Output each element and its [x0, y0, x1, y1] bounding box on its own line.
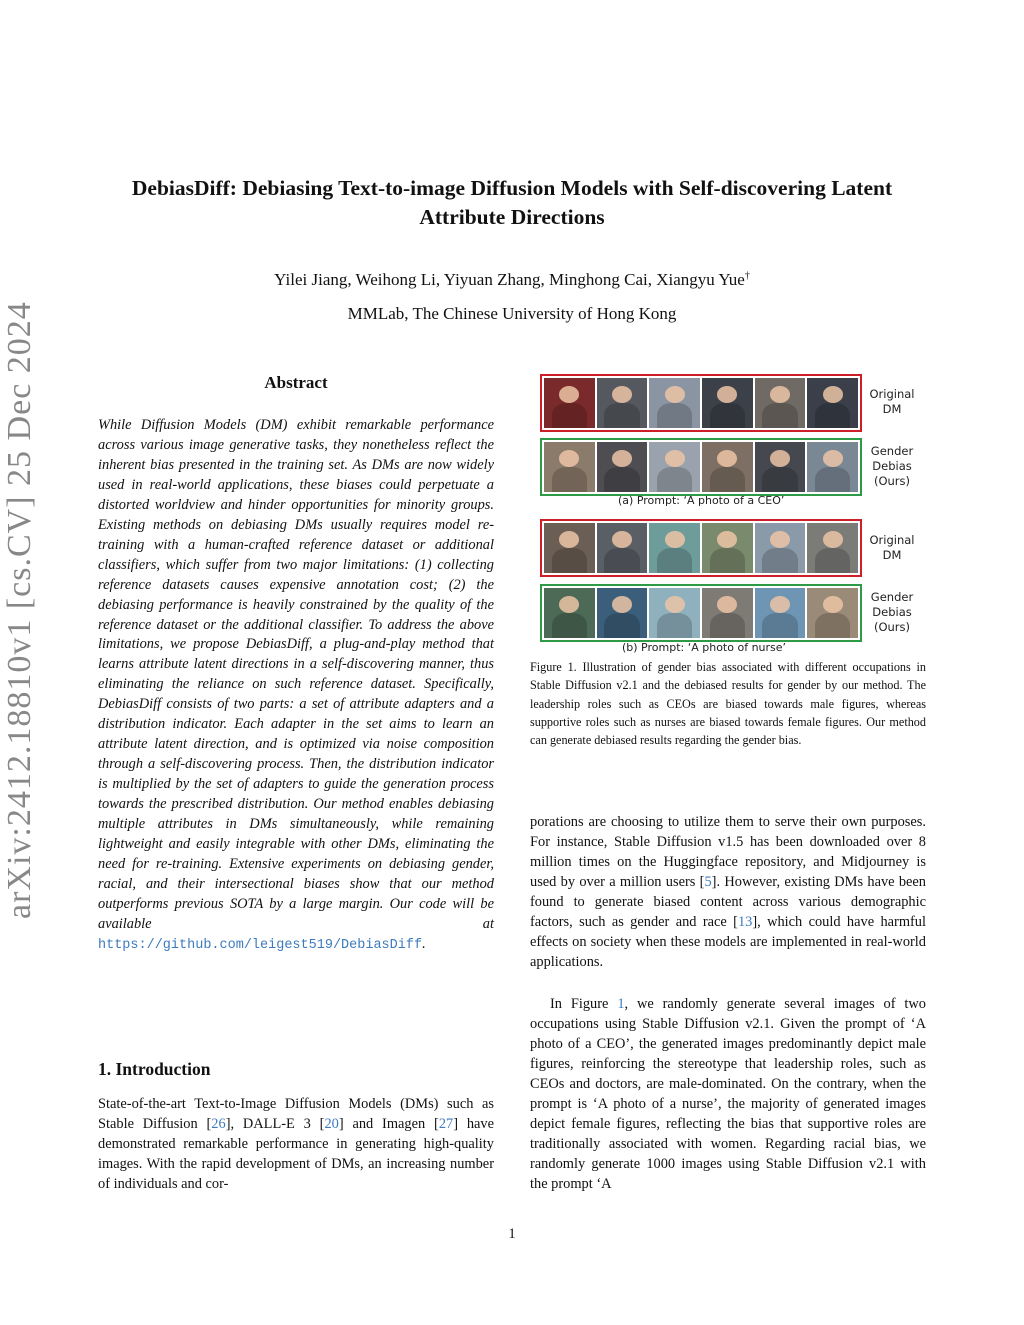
right-paragraph-1	[530, 813, 926, 973]
abstract-end: .	[422, 935, 426, 952]
label-gender-line-1b: Gender	[870, 590, 914, 604]
nurse-debias-image-5	[755, 588, 806, 638]
label-original-line-1: Original	[869, 387, 915, 401]
abstract-text: While Diffusion Models (DM) exhibit remarkable performance across various image generative tasks, they nonetheless reflect the inherent bias presented in the training set. As DMs are now widely used in real-world applications, these biases could perpetuate a distorted worldview and hinder opportunities for minority groups. Existing methods on debiasing DMs usually requires model re-training with a human-crafted reference dataset or additional classifiers, which suffer from two major limitations: (1) collecting reference datasets causes expensive annotation cost; (2) the debiasing performance is heavily constrained by the quality of the reference dataset or the additional classifier. To address the above limitations, we propose DebiasDiff, a plug-and-play method that learns attribute latent directions in a self-discovering manner, thus eliminating the reliance on such reference dataset. Specifically, DebiasDiff consists of two parts: a set of attribute adapters and a distribution indicator. Each adapter in the set aims to learn an attribute latent direction, and is optimized via noise composition through a self-discovering process. Then, the distribution indicator is multiplied by the set of adapters to guide the generation process towards the prescribed distribution. Our method enables debiasing multiple attributes in DMs simultaneously, while remaining lightweight and easily integrable with other DMs, eliminating the need for re-training. Extensive experiments on debiasing gender, racial, and their intersectional biases show that our method outperforms previous SOTA by a large margin. Our code will be available at	[98, 417, 494, 932]
label-original-line-1b: Original	[869, 533, 915, 547]
ceo-debias-image-2	[597, 442, 648, 492]
author-dagger: †	[744, 270, 750, 282]
label-gender-line-3b: (Ours)	[873, 620, 911, 634]
introduction-paragraph	[98, 1095, 494, 1195]
label-gender-line-2: Debias	[872, 459, 912, 473]
intro-p1-a: State-of-the-art Text-to-Image Diffusion Models (DMs) such as Stable Diffusion [	[98, 1096, 494, 1132]
nurse-original-image-2	[597, 523, 648, 573]
authors-text: Yilei Jiang, Weihong Li, Yiyuan Zhang, Minghong Cai, Xiangyu Yue	[274, 270, 745, 289]
ceo-original-strip	[540, 374, 862, 432]
nurse-original-image-5	[755, 523, 806, 573]
intro-p1-b: ], DALL-E 3 [	[225, 1115, 325, 1132]
ceo-debias-image-3	[649, 442, 700, 492]
abstract-body	[98, 416, 494, 956]
subcaption-b: (b) Prompt: ‘A photo of nurse’	[622, 641, 787, 654]
introduction-heading: 1. Introduction	[98, 1059, 211, 1079]
page-number: 1	[508, 1226, 516, 1242]
ceo-original-image-3	[649, 378, 700, 428]
arxiv-identifier: arXiv:2412.18810v1 [cs.CV] 25 Dec 2024	[1, 301, 38, 919]
author-list	[100, 270, 924, 290]
nurse-original-image-1	[544, 523, 595, 573]
ceo-debias-image-4	[702, 442, 753, 492]
figure-caption: Figure 1. Illustration of gender bias associated with different occupations in Stable Diffusion v2.1 and the debiased results for gender by our method. The leadership roles such as CEOs are biased towards male figures, whereas supportive roles such as nurses are biased towards female figures. Our method can generate debiased results regarding the gender bias.	[530, 660, 926, 748]
ceo-debias-image-5	[755, 442, 806, 492]
ceo-debias-image-1	[544, 442, 595, 492]
right-p2-b: , we randomly generate several images of two occupations using Stable Diffusion v2.1. Given the prompt of ‘A photo of a CEO’, the generated images predominantly depict male figures, reinforcing the stereotype that leadership roles, such as CEOs and doctors, are male-dominated. On the contrary, when the prompt is ‘A photo of a nurse’, the majority of generated images depict female figures, reflecting the bias that supportive roles are traditionally associated with women. Regarding racial bias, we randomly generate 1000 images using Stable Diffusion v2.1 with the prompt ‘A	[530, 996, 926, 1192]
nurse-debias-strip	[540, 584, 862, 642]
figure-1-link[interactable]: 1	[617, 996, 625, 1012]
right-paragraph-2	[530, 995, 926, 1195]
label-gender-line-3: (Ours)	[873, 474, 911, 488]
label-gender-line-1: Gender	[870, 444, 914, 458]
intro-p1-c: ] and Imagen [	[338, 1115, 439, 1132]
ref-13-link[interactable]: 13	[737, 913, 753, 930]
code-link[interactable]: https://github.com/leigest519/DebiasDiff	[98, 937, 423, 953]
intro-p1-d: ] have demonstrated remarkable performance in generating high-quality images. With the rapid development of DMs, an increasing number of individuals and cor-	[98, 1115, 494, 1192]
nurse-original-strip	[540, 519, 862, 577]
nurse-original-image-6	[807, 523, 858, 573]
paper-title: DebiasDiff: Debiasing Text-to-image Diffusion Models with Self-discovering Latent Attribute Directions	[131, 176, 893, 229]
right-p1-b: ]. However, existing DMs have been found to generate biased content across various demographic factors, such as gender and race [	[530, 873, 927, 930]
label-original-line-2: DM	[882, 402, 902, 416]
right-p1-a: porations are choosing to utilize them to serve their own purposes. For instance, Stable Diffusion v1.5 has been downloaded over 8 million times on the Huggingface repository, and Midjourney is used by over a million users [	[530, 814, 926, 890]
ceo-debias-image-6	[807, 442, 858, 492]
ref-20-link[interactable]: 20	[324, 1115, 339, 1132]
ceo-original-image-1	[544, 378, 595, 428]
label-original-dm-2	[862, 533, 922, 563]
nurse-debias-image-1	[544, 588, 595, 638]
right-p1-c: ], which could have harmful effects on society when these models are implemented in real-world applications.	[530, 913, 926, 970]
ceo-original-image-2	[597, 378, 648, 428]
label-gender-debias-2	[862, 590, 922, 635]
subcaption-a: (a) Prompt: ‘A photo of a CEO’	[618, 494, 785, 507]
right-p2-a: In Figure	[550, 996, 618, 1012]
ceo-original-image-5	[755, 378, 806, 428]
ceo-original-image-4	[702, 378, 753, 428]
abstract-heading: Abstract	[264, 373, 328, 392]
nurse-original-image-3	[649, 523, 700, 573]
ceo-debias-strip	[540, 438, 862, 496]
ref-26-link[interactable]: 26	[211, 1115, 226, 1132]
nurse-debias-image-2	[597, 588, 648, 638]
label-original-dm-1	[862, 387, 922, 417]
label-original-line-2b: DM	[882, 548, 902, 562]
affiliation: MMLab, The Chinese University of Hong Kong	[347, 304, 677, 323]
label-gender-line-2b: Debias	[872, 605, 912, 619]
nurse-debias-image-6	[807, 588, 858, 638]
ref-5-link[interactable]: 5	[704, 873, 712, 890]
nurse-debias-image-4	[702, 588, 753, 638]
ceo-original-image-6	[807, 378, 858, 428]
ref-27-link[interactable]: 27	[438, 1115, 454, 1132]
nurse-debias-image-3	[649, 588, 700, 638]
label-gender-debias-1	[862, 444, 922, 489]
nurse-original-image-4	[702, 523, 753, 573]
